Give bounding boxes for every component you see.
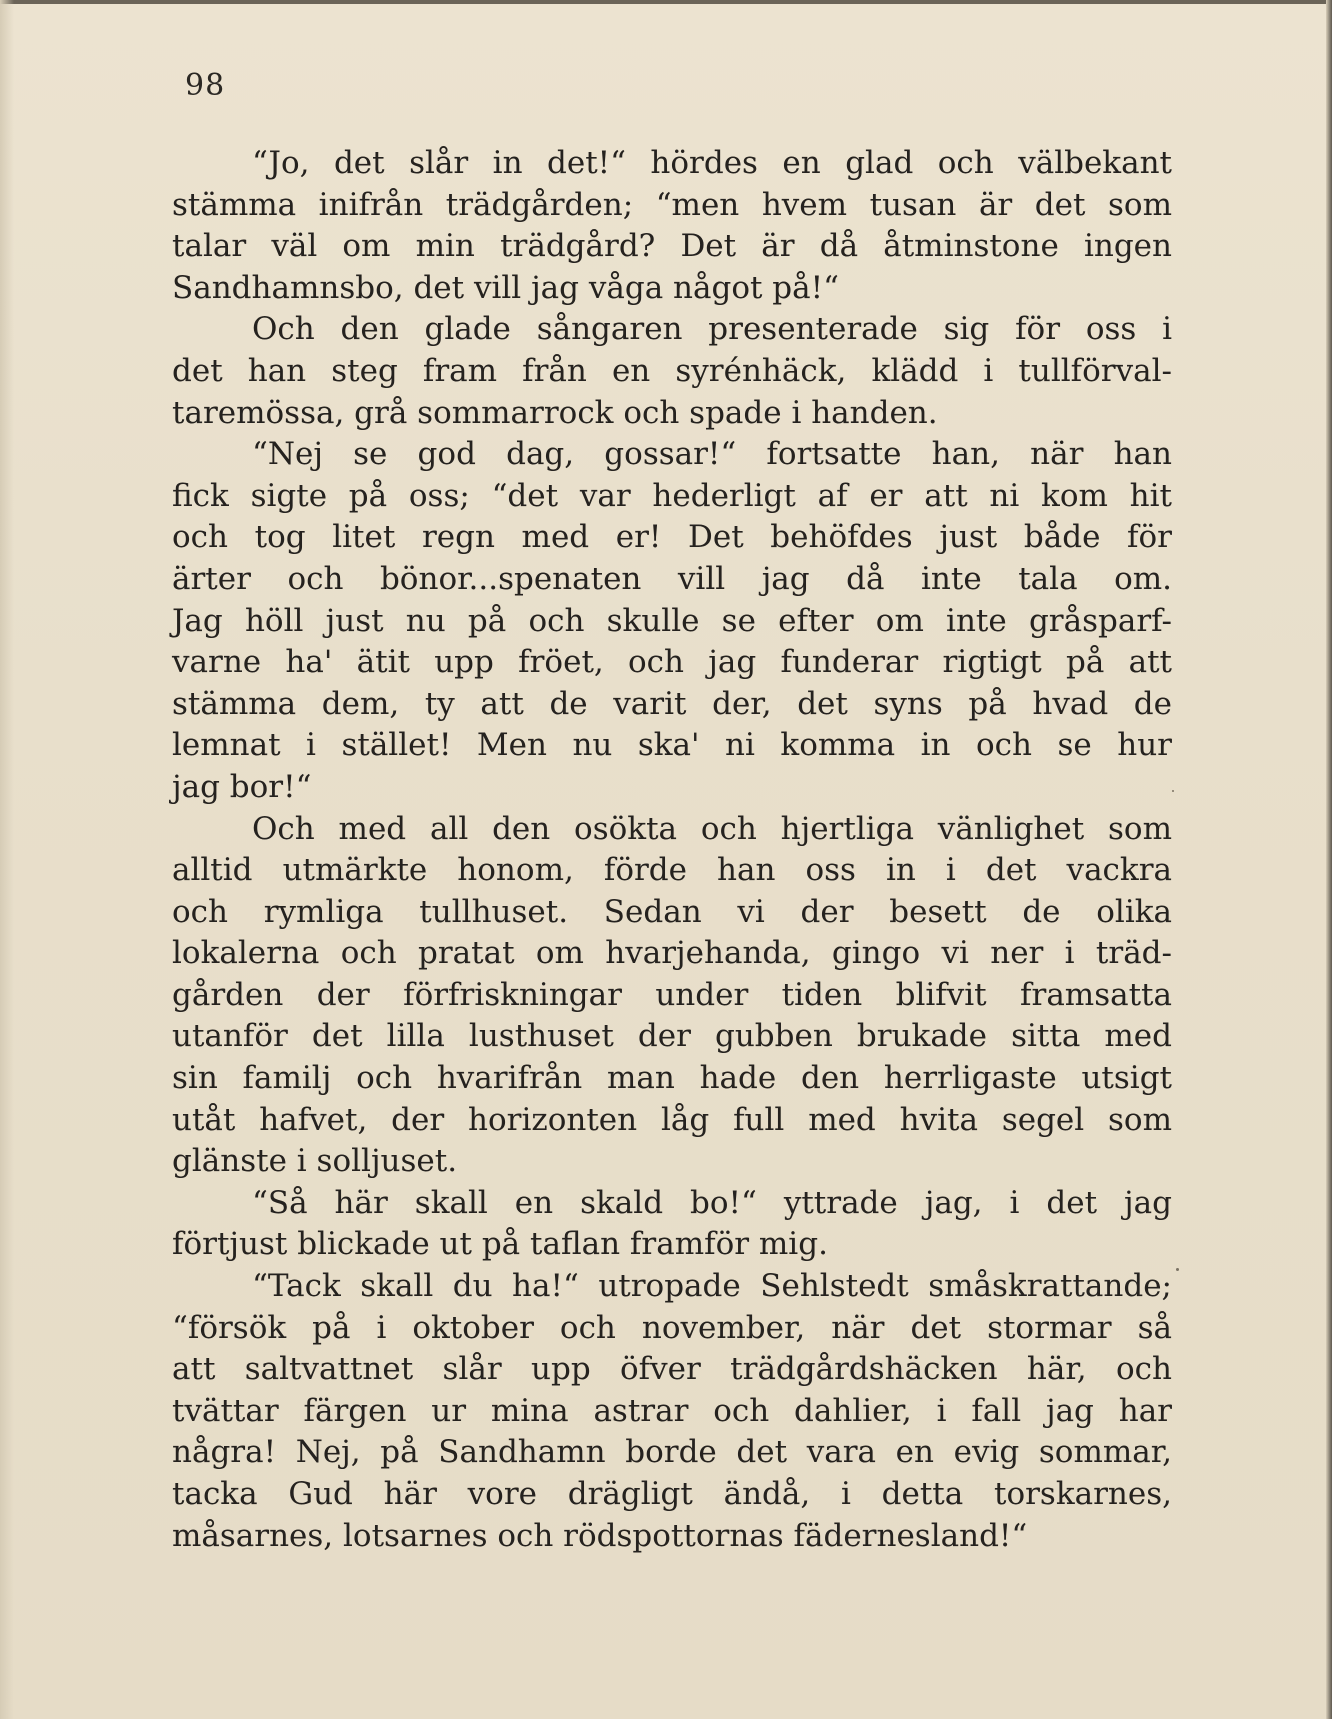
- text-line: fick sigte på oss; “det var hederligt af er att ni kom hit: [172, 477, 1172, 514]
- text-line: utanför det lilla lusthuset der gubben brukade sitta med: [172, 1018, 1172, 1055]
- text-line: taremössa, grå sommarrock och spade i handen.: [172, 394, 938, 431]
- text-line: jag bor!“: [172, 768, 312, 805]
- text-line: förtjust blickade ut på taflan framför mig.: [172, 1226, 828, 1263]
- top-edge: [0, 0, 1332, 4]
- text-line: tvättar färgen ur mina astrar och dahlier, i fall jag har: [172, 1392, 1172, 1429]
- text-line: tacka Gud här vore drägligt ändå, i detta torskarnes,: [172, 1476, 1172, 1512]
- text-line: varne ha' ätit upp fröet, och jag funderar rigtigt på att: [172, 644, 1172, 681]
- paper-speck: [1172, 790, 1174, 792]
- text-line: måsarnes, lotsarnes och rödspottornas fädernesland!“: [172, 1517, 1028, 1554]
- text-line: gården der förfriskningar under tiden blifvit framsatta: [172, 976, 1172, 1013]
- right-edge: [1326, 0, 1332, 1719]
- body-text: [172, 143, 1172, 1557]
- text-line: och tog litet regn med er! Det behöfdes just både för: [172, 519, 1172, 556]
- text-line: det han steg fram från en syrénhäck, klädd i tullförval-: [172, 352, 1172, 389]
- text-line: och rymliga tullhuset. Sedan vi der besett de olika: [172, 893, 1172, 930]
- text-line: stämma inifrån trädgården; “men hvem tusan är det som: [172, 186, 1172, 223]
- left-edge-shade: [0, 0, 14, 1719]
- text-line: “Nej se god dag, gossar!“ fortsatte han, när han: [252, 436, 1172, 473]
- text-line: “Tack skall du ha!“ utropade Sehlstedt småskrattande;: [252, 1268, 1172, 1305]
- text-line: utåt hafvet, der horizonten låg full med hvita segel som: [172, 1101, 1172, 1138]
- text-line: “Jo, det slår in det!“ hördes en glad och välbekant: [252, 145, 1172, 181]
- text-line: Jag höll just nu på och skulle se efter om inte gråsparf-: [172, 602, 1172, 639]
- text-line: ärter och bönor...spenaten vill jag då inte tala om.: [172, 560, 1172, 597]
- page-number: 98: [185, 68, 226, 103]
- text-line: glänste i solljuset.: [172, 1143, 458, 1180]
- text-line: Och den glade sångaren presenterade sig för oss i: [252, 311, 1172, 348]
- text-line: lokalerna och pratat om hvarjehanda, gingo vi ner i träd-: [172, 935, 1172, 972]
- text-line: talar väl om min trädgård? Det är då åtminstone ingen: [172, 228, 1172, 265]
- text-line: alltid utmärkte honom, förde han oss in i det vackra: [172, 852, 1172, 889]
- text-line: att saltvattnet slår upp öfver trädgårdshäcken här, och: [172, 1351, 1172, 1388]
- paper-speck: [1176, 1268, 1179, 1271]
- text-line: lemnat i stället! Men nu ska' ni komma in och se hur: [172, 727, 1172, 764]
- text-line: stämma dem, ty att de varit der, det syns på hvad de: [172, 685, 1172, 722]
- text-line: sin familj och hvarifrån man hade den herrligaste utsigt: [172, 1060, 1172, 1097]
- text-line: Och med all den osökta och hjertliga vänlighet som: [252, 810, 1172, 847]
- text-line: några! Nej, på Sandhamn borde det vara en evig sommar,: [172, 1434, 1172, 1471]
- text-line: Sandhamnsbo, det vill jag våga något på!“: [172, 269, 839, 306]
- text-line: “Så här skall en skald bo!“ yttrade jag, i det jag: [252, 1184, 1172, 1221]
- text-line: “försök på i oktober och november, när det stormar så: [172, 1309, 1172, 1346]
